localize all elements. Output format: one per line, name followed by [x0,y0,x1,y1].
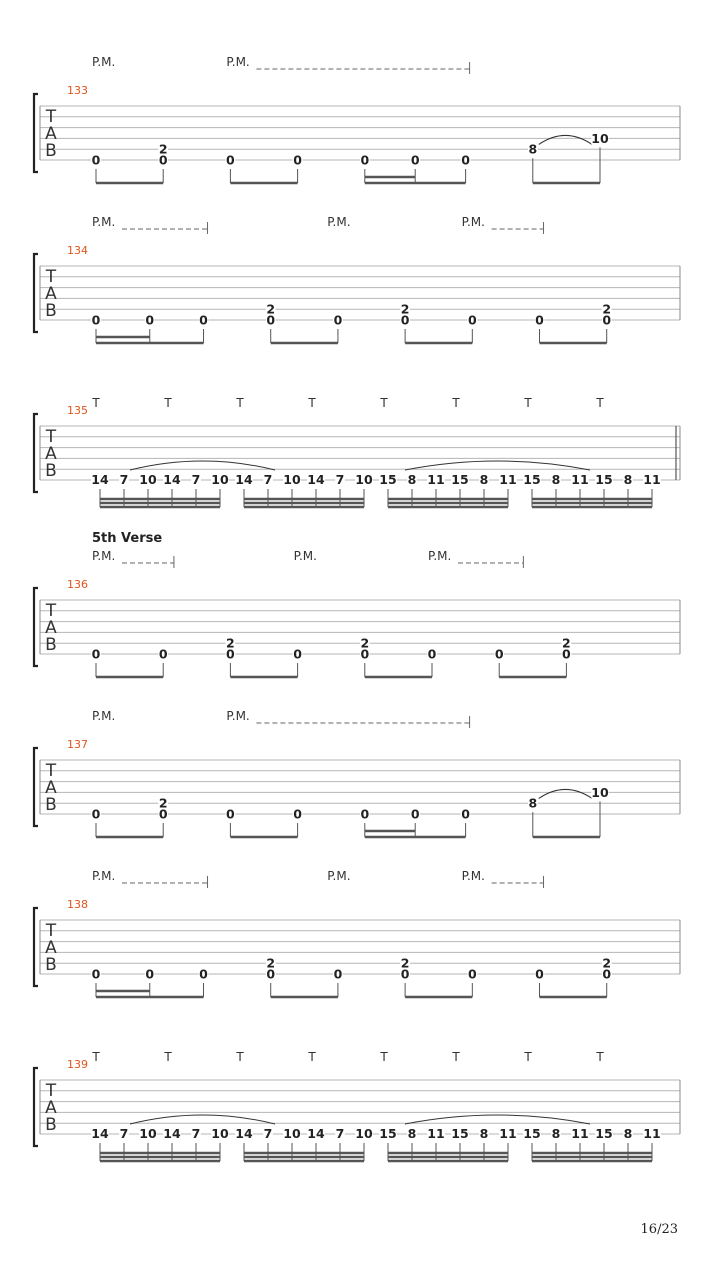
tap-marker: T [596,396,604,410]
fret-number: 0 [333,312,343,328]
fret-number: 0 [360,646,370,662]
fret-number: 11 [643,1126,661,1141]
fret-number: 7 [263,472,273,487]
tap-marker: T [452,1050,460,1064]
tab-clef-letter: T [45,107,57,127]
fret-number: 2 [266,955,276,971]
fret-number: 14 [235,472,253,487]
fret-number: 0 [145,966,155,982]
slur [405,1115,590,1124]
fret-number: 11 [499,1126,517,1141]
slur [130,461,275,470]
fret-number: 0 [410,806,420,822]
hammer-on-arc [539,135,592,144]
fret-number: 11 [571,472,589,487]
fret-number: 2 [602,301,612,317]
fret-number: 0 [360,806,370,822]
fret-number: 8 [479,1126,489,1141]
fret-number: 10 [591,130,609,146]
fret-number: 0 [266,966,276,982]
fret-number: 8 [551,472,561,487]
fret-number: 8 [407,1126,417,1141]
fret-number: 0 [494,646,504,662]
fret-number: 0 [333,966,343,982]
tab-clef-letter: B [45,141,57,161]
fret-number: 10 [591,784,609,800]
fret-number: 7 [119,472,129,487]
tab-clef-letter: T [45,427,57,447]
fret-number: 0 [226,152,235,168]
palm-mute-label: P.M. [92,55,116,69]
fret-number: 8 [407,472,417,487]
fret-number: 0 [91,646,101,662]
measure-number: 136 [67,578,88,591]
fret-number: 10 [139,1126,157,1141]
tab-clef-letter: B [45,955,57,975]
tab-clef-letter: A [45,618,57,638]
tab-system-136 [34,556,680,677]
fret-number: 2 [266,301,276,317]
system-bracket [34,94,38,172]
fret-number: 2 [360,635,370,651]
fret-number: 15 [523,1126,541,1141]
fret-number: 14 [91,1126,109,1141]
tab-clef-letter: T [45,1081,57,1101]
fret-number: 0 [602,312,612,328]
fret-number: 11 [571,1126,589,1141]
fret-number: 10 [283,472,301,487]
fret-number: 7 [191,1126,201,1141]
measure-number: 139 [67,1058,88,1071]
palm-mute-label: P.M. [92,869,116,883]
measure-number: 137 [67,738,88,751]
tab-clef-letter: T [45,761,57,781]
fret-number: 0 [158,806,168,822]
fret-number: 8 [551,1126,561,1141]
tab-clef-letter: B [45,461,57,481]
tab-clef-letter: T [45,267,57,287]
measure-number: 135 [67,404,88,417]
fret-number: 0 [293,646,302,662]
fret-number: 11 [499,472,517,487]
fret-number: 7 [335,1126,345,1141]
tab-clef-letter: B [45,795,57,815]
fret-number: 0 [293,152,302,168]
tab-clef-letter: A [45,124,57,144]
palm-mute-label: P.M. [461,215,485,229]
fret-number: 2 [562,635,571,651]
palm-mute-label: P.M. [226,55,250,69]
measure-number: 138 [67,898,88,911]
palm-mute-label: P.M. [327,869,351,883]
fret-number: 11 [427,1126,445,1141]
fret-number: 0 [400,312,410,328]
fret-number: 0 [427,646,437,662]
tab-clef-letter: A [45,938,57,958]
fret-number: 0 [360,152,370,168]
palm-mute-label: P.M. [92,709,116,723]
system-bracket [34,1068,38,1146]
fret-number: 10 [211,472,229,487]
fret-number: 0 [91,312,101,328]
tab-system-137 [34,716,680,837]
tab-system-139 [34,1068,680,1161]
tab-clef-letter: B [45,301,57,321]
fret-number: 8 [623,472,633,487]
fret-number: 10 [355,1126,373,1141]
slur [130,1115,275,1124]
fret-number: 0 [602,966,612,982]
hammer-on-arc [539,789,592,798]
tap-marker: T [596,1050,604,1064]
fret-number: 0 [199,966,208,982]
fret-number: 0 [293,806,302,822]
fret-number: 2 [226,635,235,651]
fret-number: 2 [400,301,410,317]
tab-system-135 [34,414,680,507]
fret-number: 0 [535,312,544,328]
fret-number: 0 [91,966,101,982]
tap-marker: T [380,1050,388,1064]
fret-number: 10 [139,472,157,487]
fret-number: 15 [523,472,541,487]
slur [405,461,590,470]
fret-number: 14 [163,1126,181,1141]
fret-number: 15 [379,1126,397,1141]
tab-system-138 [34,876,680,997]
fret-number: 0 [199,312,208,328]
tap-marker: T [92,396,100,410]
system-bracket [34,908,38,986]
palm-mute-label: P.M. [327,215,351,229]
fret-number: 15 [379,472,397,487]
fret-number: 15 [595,472,613,487]
tab-clef-letter: A [45,444,57,464]
palm-mute-label: P.M. [428,549,452,563]
fret-number: 0 [145,312,155,328]
page-number: 16/23 [640,1222,678,1237]
fret-number: 0 [91,152,101,168]
fret-number: 10 [355,472,373,487]
fret-number: 10 [211,1126,229,1141]
tab-clef-letter: A [45,284,57,304]
tap-marker: T [236,396,244,410]
fret-number: 0 [461,806,470,822]
fret-number: 15 [595,1126,613,1141]
fret-number: 0 [461,152,470,168]
tap-marker: T [308,396,316,410]
tab-clef-letter: B [45,1115,57,1135]
tap-marker: T [308,1050,316,1064]
tap-marker: T [524,1050,532,1064]
palm-mute-label: P.M. [226,709,250,723]
tap-marker: T [164,1050,172,1064]
system-bracket [34,414,38,492]
fret-number: 14 [235,1126,253,1141]
fret-number: 0 [400,966,410,982]
fret-number: 0 [91,806,101,822]
system-bracket [34,748,38,826]
fret-number: 2 [158,795,168,811]
fret-number: 0 [410,152,420,168]
fret-number: 0 [226,646,235,662]
tab-system-133 [34,62,680,183]
fret-number: 0 [158,646,168,662]
palm-mute-label: P.M. [461,869,485,883]
fret-number: 7 [191,472,201,487]
fret-number: 14 [91,472,109,487]
fret-number: 11 [427,472,445,487]
fret-number: 7 [119,1126,129,1141]
fret-number: 8 [528,141,538,157]
fret-number: 15 [451,1126,469,1141]
tap-marker: T [164,396,172,410]
tap-marker: T [92,1050,100,1064]
tap-marker: T [236,1050,244,1064]
tap-marker: T [380,396,388,410]
measure-number: 134 [67,244,88,257]
measure-number: 133 [67,84,88,97]
fret-number: 7 [335,472,345,487]
fret-number: 14 [163,472,181,487]
fret-number: 8 [623,1126,633,1141]
fret-number: 2 [158,141,168,157]
fret-number: 0 [226,806,235,822]
fret-number: 0 [467,966,477,982]
fret-number: 2 [400,955,410,971]
tab-clef-letter: T [45,921,57,941]
fret-number: 0 [158,152,168,168]
fret-number: 2 [602,955,612,971]
fret-number: 8 [528,795,538,811]
fret-number: 7 [263,1126,273,1141]
tab-clef-letter: B [45,635,57,655]
section-title: 5th Verse [92,531,163,546]
fret-number: 0 [535,966,544,982]
palm-mute-label: P.M. [92,215,116,229]
tab-clef-letter: A [45,778,57,798]
system-bracket [34,254,38,332]
fret-number: 11 [643,472,661,487]
fret-number: 15 [451,472,469,487]
fret-number: 0 [266,312,276,328]
tab-clef-letter: T [45,601,57,621]
fret-number: 14 [307,1126,325,1141]
system-bracket [34,588,38,666]
fret-number: 8 [479,472,489,487]
fret-number: 14 [307,472,325,487]
tab-clef-letter: A [45,1098,57,1118]
fret-number: 0 [562,646,571,662]
palm-mute-label: P.M. [293,549,317,563]
fret-number: 0 [467,312,477,328]
tap-marker: T [524,396,532,410]
palm-mute-label: P.M. [92,549,116,563]
tap-marker: T [452,396,460,410]
fret-number: 10 [283,1126,301,1141]
tab-system-134 [34,222,680,343]
